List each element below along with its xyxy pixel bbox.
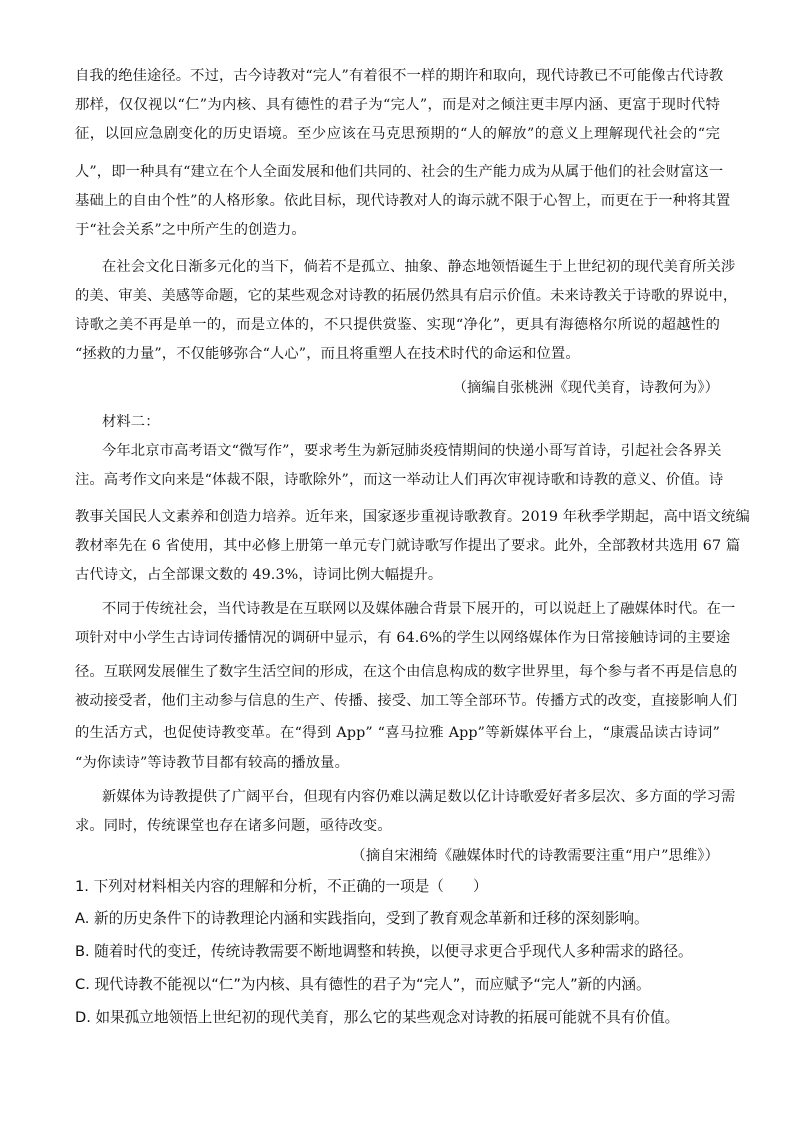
- answer-option-c: C. 现代诗教不能视以“仁”为内核、具有德性的君子为“完人”，而应赋予“完人”新的内涵。: [75, 976, 651, 993]
- text-line: 征，以回应急剧变化的历史语境。至少应该在马克思预期的“人的解放”的意义上理解现代社会的“完: [75, 126, 720, 142]
- text-line: 那样，仅仅视以“仁”为内核、具有德性的君子为“完人”，而是对之倾注更丰厚内涵、更富于现时代特: [75, 97, 720, 113]
- text-line: 今年北京市高考语文“微写作”，要求考生为新冠肺炎疫情期间的快递小哥写首诗，引起社会各界关: [102, 443, 722, 459]
- text-line: 的美、审美、美感等命题，它的某些观念对诗教的拓展仍然具有启示价值。未来诗教关于诗歌的界说中，: [75, 288, 738, 304]
- text-line: 径。互联网发展催生了数字生活空间的形成，在这个由信息构成的数字世界里，每个参与者不再是信息的: [75, 664, 738, 680]
- text-line: 新媒体为诗教提供了广阔平台，但现有内容仍难以满足数以亿计诗歌爱好者多层次、多方面的学习需: [102, 789, 736, 805]
- source-citation: （摘编自张桃洲《现代美育，诗教何为》）: [452, 380, 719, 396]
- text-line: 被动接受者，他们主动参与信息的生产、传播、接受、加工等全部环节。传播方式的改变，直接影响人们: [75, 693, 738, 709]
- text-line: 自我的绝佳途径。不过，古今诗教对“完人”有着很不一样的期许和取向，现代诗教已不可能像古代诗教: [75, 68, 724, 84]
- text-line: “拯救的力量”，不仅能够弥合“人心”，而且将重塑人在技术时代的命运和位置。: [75, 346, 580, 362]
- text-line: 人”，即一种具有“建立在个人全面发展和他们共同的、社会的生产能力成为从属于他们的社会财富这一: [75, 164, 724, 180]
- answer-option-d: D. 如果孤立地领悟上世纪初的现代美育，那么它的某些观念对诗教的拓展可能就不具有价值。: [75, 1009, 680, 1026]
- answer-option-b: B. 随着时代的变迁，传统诗教需要不断地调整和转换，以便寻求更合乎现代人多种需求的路径。: [75, 943, 693, 960]
- text-line: 在社会文化日渐多元化的当下，倘若不是孤立、抽象、静态地领悟诞生于上世纪初的现代美育所关涉: [102, 259, 736, 275]
- text-line: 不同于传统社会，当代诗教是在互联网以及媒体融合背景下展开的，可以说赶上了融媒体时代。在一: [102, 601, 736, 617]
- text-line: “为你读诗”等诗教节目都有较高的播放量。: [75, 755, 349, 771]
- source-citation: （摘自宋湘绮《融媒体时代的诗教需要注重“用户”思维》）: [351, 848, 719, 864]
- section-heading: 材料二：: [102, 414, 160, 430]
- question-stem: 1. 下列对材料相关内容的理解和分析，不正确的一项是（ ）: [75, 878, 488, 895]
- text-line: 教材率先在 6 省使用，其中必修上册第一单元专门就诗歌写作提出了要求。此外，全部教材共选用 67 篇: [75, 538, 741, 554]
- text-line: 教事关国民人文素养和创造力培养。近年来，国家逐步重视诗歌教育。2019 年秋季学期起，高中语文统编: [75, 509, 750, 525]
- text-line: 求。同时，传统课堂也存在诸多问题，亟待改变。: [75, 818, 392, 834]
- text-line: 基础上的自由个性”的人格形象。依此目标，现代诗教对人的诲示就不限于心智上，而更在于一种将其置: [75, 193, 731, 209]
- text-line: 的生活方式，也促使诗教变革。在“得到 App” “喜马拉雅 App”等新媒体平台上，“康震品读古诗词”: [75, 725, 720, 741]
- text-line: 于“社会关系”之中所产生的创造力。: [75, 222, 306, 238]
- text-line: 诗歌之美不再是单一的，而是立体的，不只提供赏鉴、实现“净化”，更具有海德格尔所说的超越性的: [75, 317, 720, 333]
- text-line: 古代诗文，占全部课文数的 49.3%，诗词比例大幅提升。: [75, 567, 443, 583]
- text-line: 注。高考作文向来是“体裁不限，诗歌除外”，而这一举动让人们再次审视诗歌和诗教的意义、价值。诗: [75, 472, 724, 488]
- text-line: 项针对中小学生古诗词传播情况的调研中显示，有 64.6%的学生以网络媒体作为日常接触诗词的主要途: [75, 630, 731, 646]
- answer-option-a: A. 新的历史条件下的诗教理论内涵和实践指向，受到了教育观念革新和迁移的深刻影响。: [75, 910, 649, 927]
